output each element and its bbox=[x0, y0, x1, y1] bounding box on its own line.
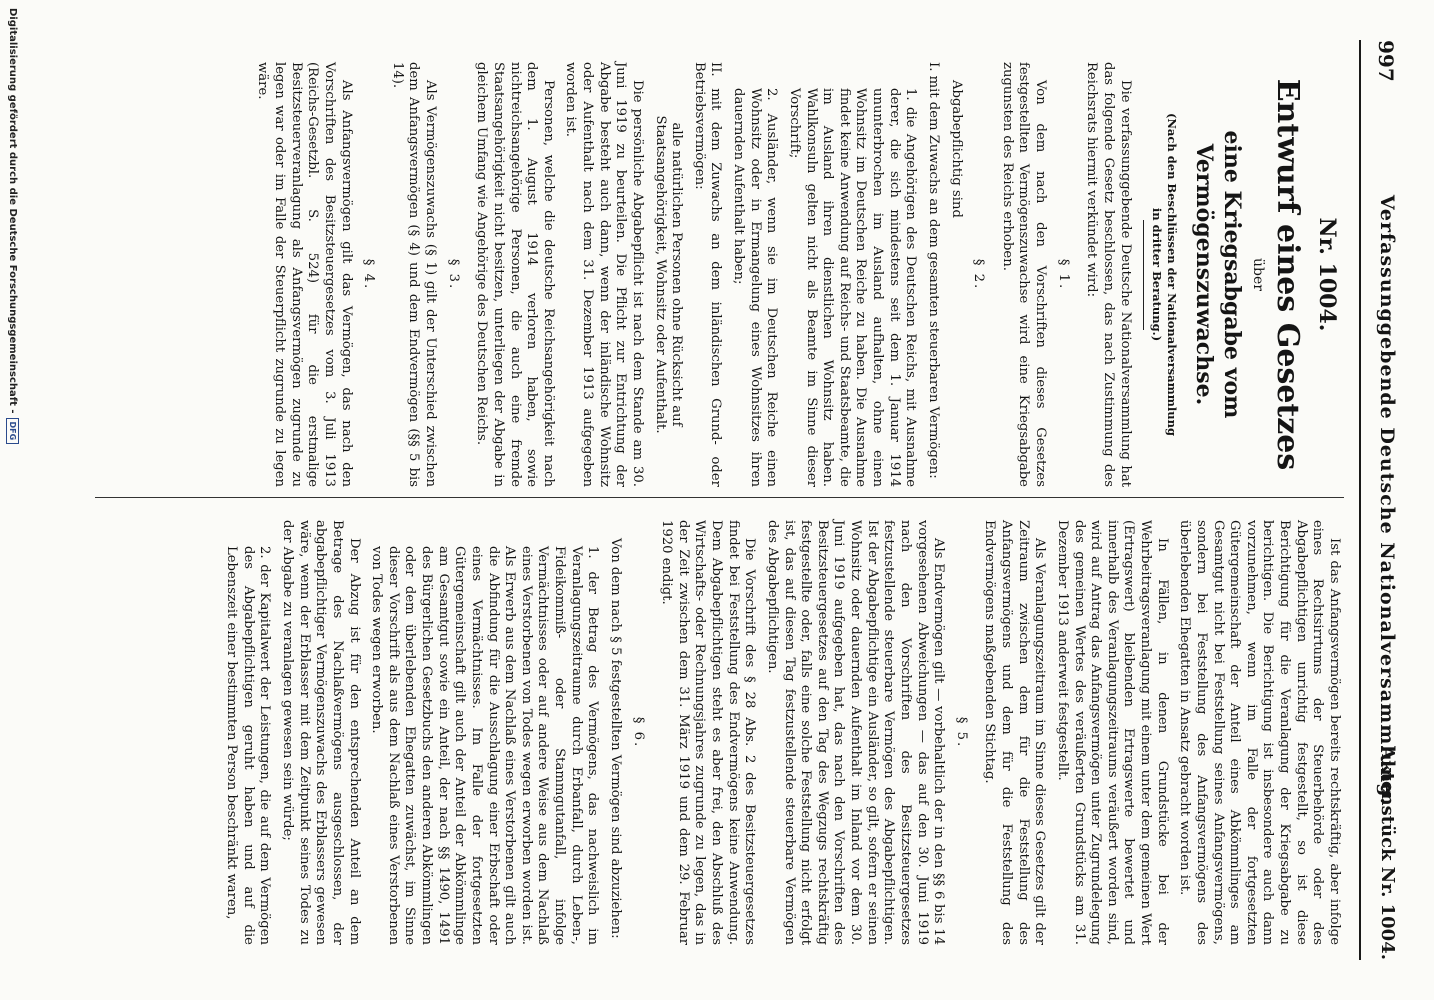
section-6-item-1: 1. der Betrag des Vermögens, das nachweislich im Veranlagungszeitraume durch Erbanfall, durch Leben-, Fideikommiß- oder Stammgutanfall, infolge Vermächtnisses oder auf andere Weise aus dem Nachlaß eines Verstorbenen von Todes wegen erworben worden ist. Als Erwerb aus dem Nachlaß eines Verstorbenen gilt auch die Abfindung für die Ausschlagung einer Erbschaft oder eines Vermächtnisses. Im Falle der fortgesetzten Gütergemeinschaft gilt auch der Anteil der Abkömmlinge am Gesamtgut sowie ein Anteil, der nach §§ 1490, 1491 des Bürgerlichen Gesetzbuchs den anderen Abkömmlingen oder dem überlebenden Ehegatten zuwächst, im Sinne dieser Vorschrift als aus dem Nachlaß eines Verstorbenen von Todes wegen erworben. bbox=[369, 546, 601, 945]
section-heading-1: § 1. bbox=[1055, 258, 1071, 291]
column-separator bbox=[95, 497, 1344, 498]
section-4-text: Als Anfangsvermögen gilt das Vermögen, das nach den Vorschriften des Besitzsteuergesetzes vom 3. Juli 1913 (Reichs-Gesetzbl. S. 524) für die erstmalige Besitzsteuerveranlagung als Anfangsvermögen zugrunde zu legen war oder im Falle der Steuerpflicht zugrunde zu legen wäre. bbox=[255, 62, 354, 487]
note-line-1: (Nach den Beschlüssen der Nationalversammlung bbox=[1165, 112, 1180, 437]
section-2-paragraph-1: Die persönliche Abgabepflicht ist nach dem Stande am 30. Juni 1919 zu beurteilen. Die Pflicht zur Entrichtung der Abgabe besteht auch dann, wenn der inländische Wohnsitz oder Aufenthalt nach dem 31. Dezember 1913 aufgegeben worden ist. bbox=[563, 62, 645, 487]
title-divider bbox=[1143, 220, 1144, 330]
section-2-clause-II: II. mit dem Zuwachs an dem inländischen Grund- oder Betriebsvermögen: bbox=[691, 62, 724, 487]
section-heading-5: § 5. bbox=[953, 716, 969, 749]
page-number: 997 bbox=[1374, 40, 1398, 82]
section-2-intro: Abgabepflichtig sind bbox=[948, 80, 964, 218]
section-heading-2: § 2. bbox=[971, 258, 987, 291]
document-title: Entwurf eines Gesetzes bbox=[1270, 78, 1306, 471]
section-2-item-1: 1. die Angehörigen des Deutschen Reichs, mit Ausnahme derer, die sich mindestens seit dem 1. Januar 1914 ununterbrochen im Ausland aufhalten, ohne einen Wohnsitz im Deutschen Reiche zu haben. Die Ausnahme findet keine Anwendung auf Reichs- und Staatsbeamte, die im Ausland ihren dienstlichen Wohnsitz haben. Wahlkonsuln gelten nicht als Beamte im Sinne dieser Vorschrift; bbox=[786, 88, 919, 487]
section-heading-6: § 6. bbox=[630, 716, 646, 749]
right-column bbox=[217, 520, 1342, 945]
section-2-item-2: 2. Ausländer, wenn sie im Deutschen Reiche einen Wohnsitz oder in Ermangelung eines Wohnsitzes ihren dauernden Aufenthalt haben; bbox=[731, 88, 780, 487]
deliberation-note bbox=[1150, 62, 1180, 487]
section-4-paragraph-2: Ist das Anfangsvermögen bereits rechtskräftig, aber infolge eines Rechtsirrtums der Steuerbehörde oder des Abgabepflichtigen unrichtig festgestellt, so ist diese Berichtigung für die Veranlagung der Kriegsabgabe zu berichtigen. Die Berichtigung ist insbesondere auch dann vorzunehmen, wenn im Falle der fortgesetzten Gütergemeinschaft der Anteil eines Abkömmlinges am Gesamtgut nicht bei Feststellung seines Anfangsvermögens, sondern bei Feststellung des Anfangsvermögens des überlebenden Ehegatten in Ansatz gebracht worden ist. bbox=[1177, 520, 1342, 945]
section-6-intro: Von dem nach § 5 festgestellten Vermögen sind abzuziehen: bbox=[608, 538, 623, 939]
section-heading-3: § 3. bbox=[445, 258, 461, 291]
section-2-clause-I: I. mit dem Zuwachs an dem gesamten steuerbaren Vermögen: bbox=[925, 62, 941, 479]
section-6-item-2: 2. der Kapitalwert der Leistungen, die auf dem Vermögen des Abgabepflichtigen geruht haben und auf die Lebenszeit einer bestimmten Person beschränkt waren, bbox=[224, 546, 273, 945]
left-column bbox=[248, 62, 1342, 487]
document-subtitle: eine Kriegsabgabe vom Vermögenszuwachse. bbox=[1191, 130, 1245, 419]
header-title: Verfassunggebende Deutsche Nationalversammlung. bbox=[1376, 194, 1398, 806]
section-6-item-1-continued: Der Abzug ist für den entsprechenden Anteil an dem Betrage des Nachlaßvermögens ausgeschlossen, der abgabepflichtiger Vermögenszuwachs des Erblassers gewesen wäre, wenn der Erblasser mit dem Zeitpunkt seines Todes zu der Abgabe zu veranlagen gewesen sein würde; bbox=[280, 520, 362, 945]
section-3-text: Als Vermögenszuwachs (§ 1) gilt der Unterschied zwischen dem Anfangsvermögen (§ 4) und dem Endvermögen (§§ 5 bis 14). bbox=[389, 62, 439, 487]
document-number: Nr. 1004. bbox=[1314, 217, 1340, 332]
section-1-text: Von dem nach den Vorschriften dieses Gesetzes festgestellten Vermögenszuwachse wird eine Kriegsabgabe zugunsten des Reichs erhoben. bbox=[999, 62, 1049, 487]
dfg-logo: DFG bbox=[6, 418, 19, 445]
aktenstueck-number: Aktenstück Nr. 1004. bbox=[1377, 746, 1398, 960]
section-5-paragraph-1: Als Endvermögen gilt — vorbehaltlich der in den §§ 6 bis 14 vorgesehenen Abweichungen — das auf den 30. Juni 1919 nach den Vorschriften des Besitzsteuergesetzes festzustellende steuerbare Vermögen des Abgabepflichtigen. Ist der Abgabepflichtige ein Ausländer, so gilt, sofern er seinen Wohnsitz oder dauernden Aufenthalt im Inland vor dem 30. Juni 1919 aufgegeben hat, das nach den Vorschriften des Besitzsteuergesetzes auf den Tag des Wegzugs rechtskräftig festgestellte oder, falls eine solche Feststellung nicht erfolgt ist, das auf diesen Tag festzustellende steuerbare Vermögen des Abgabepflichtigen. bbox=[765, 520, 947, 945]
title-connector: über bbox=[1250, 258, 1267, 291]
section-2-clause-II-text: alle natürlichen Personen ohne Rücksicht auf Staatsangehörigkeit, Wohnsitz oder Aufenthalt. bbox=[652, 115, 685, 434]
section-heading-4: § 4. bbox=[361, 258, 377, 291]
header-rule bbox=[1359, 40, 1361, 960]
section-4-paragraph-4: Als Veranlagungszeitraum im Sinne dieses Gesetzes gilt der Zeitraum zwischen dem für die Feststellung des Anfangsvermögens und dem für die Feststellung des Endvermögens maßgebenden Stichtag. bbox=[982, 520, 1048, 945]
digitization-credit bbox=[6, 8, 19, 444]
preamble: Die verfassunggebende Deutsche Nationalversammlung hat das folgende Gesetz beschlossen, das nach Zustimmung des Reichsrats hiermit verkündet wird: bbox=[1084, 62, 1133, 487]
section-4-paragraph-3: In Fällen, in denen Grundstücke bei der Wehrbeitragsveranlagung mit einem unter dem gemeinen Wert (Ertragswert) bleibenden Ertragswerte bewertet und innerhalb des Veranlagungszeitraums veräußert worden sind, wird auf Antrag das Anfangsvermögen unter Zugrundelegung des gemeinen Wertes des veräußerten Grundstücks am 31. Dezember 1913 anderweit festgestellt. bbox=[1055, 520, 1170, 945]
note-line-2: in dritter Beratung.) bbox=[1150, 207, 1165, 342]
section-5-paragraph-2: Die Vorschrift des § 28 Abs. 2 des Besitzsteuergesetzes findet bei Feststellung des Endvermögens keine Anwendung. Dem Abgabepflichtigen steht es aber frei, den Abschluß des Wirtschafts- oder Rechnungsjahres zugrunde zu legen, das in der Zeit zwischen dem 31. März 1919 und dem 29. Februar 1920 endigt. bbox=[659, 520, 758, 945]
section-2-paragraph-2: Personen, welche die deutsche Reichsangehörigkeit nach dem 1. August 1914 verloren haben, sowie nichtreichsangehörige Personen, die auch eine fremde Staatsangehörigkeit nicht besitzen, unterliegen der Abgabe in gleichem Umfang wie Angehörige des Deutschen Reichs. bbox=[474, 62, 556, 487]
running-header bbox=[1364, 40, 1400, 960]
credit-text: Digitalisierung gefördert durch die Deutsche Forschungsgemeinschaft - bbox=[7, 8, 18, 414]
